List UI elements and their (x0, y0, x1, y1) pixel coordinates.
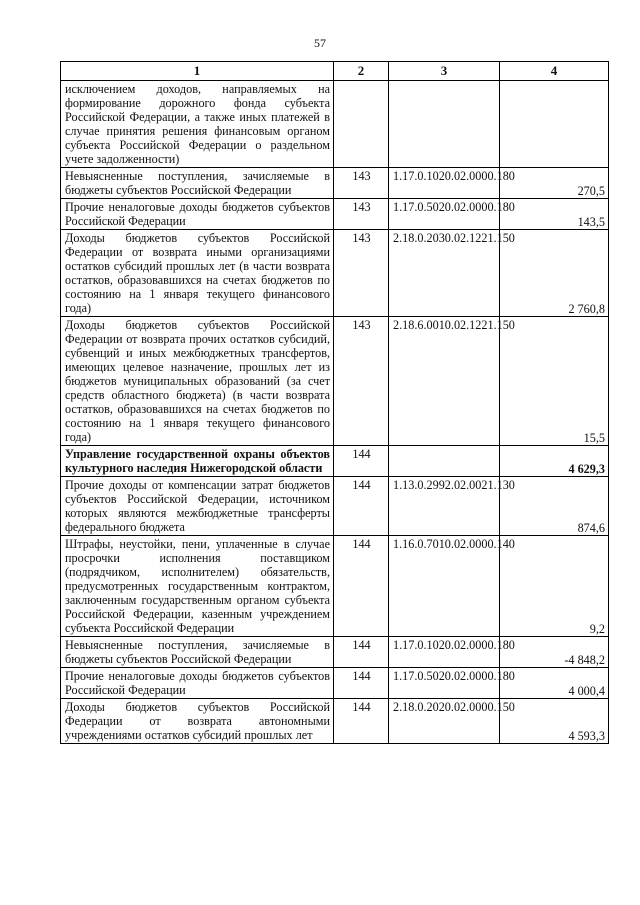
amount-cell: -4 848,2 (500, 637, 609, 668)
admin-code-cell: 143 (334, 168, 389, 199)
revenue-name-cell: Прочие доходы от компенсации затрат бюджетов субъектов Российской Федерации, источником которых являются межбюджетные трансферты федерального бюджета (61, 477, 334, 536)
table-row (61, 317, 609, 446)
table-body (61, 81, 609, 744)
revenue-name-cell: Прочие неналоговые доходы бюджетов субъектов Российской Федерации (61, 668, 334, 699)
budget-code-cell (389, 446, 500, 477)
revenue-name-cell: исключением доходов, направляемых на формирование дорожного фонда субъекта Российской Федерации, а также иных платежей в случае принятия решения финансовым органом субъекта Российской Федерации о раздельном учете задолженности) (61, 81, 334, 168)
table-header-row (61, 62, 609, 81)
budget-code-cell: 2.18.0.2020.02.0000.150 (389, 699, 500, 744)
amount-cell: 270,5 (500, 168, 609, 199)
admin-code-cell: 143 (334, 317, 389, 446)
table-row (61, 536, 609, 637)
admin-code-cell: 144 (334, 699, 389, 744)
table-row (61, 81, 609, 168)
budget-code-cell: 1.17.0.1020.02.0000.180 (389, 168, 500, 199)
budget-code-cell: 1.17.0.1020.02.0000.180 (389, 637, 500, 668)
amount-cell: 4 000,4 (500, 668, 609, 699)
revenue-table (60, 61, 609, 744)
page-number: 57 (314, 36, 326, 50)
amount-cell: 2 760,8 (500, 230, 609, 317)
header-col-1: 1 (61, 62, 334, 81)
admin-code-cell: 144 (334, 668, 389, 699)
table-row (61, 199, 609, 230)
revenue-name-cell: Доходы бюджетов субъектов Российской Федерации от возврата иными организациями остатков субсидий прошлых лет (в части возврата остатков, образовавшихся на счетах бюджетов по состоянию на 1 января текущего финансового года) (61, 230, 334, 317)
admin-code-cell: 144 (334, 446, 389, 477)
amount-cell: 4 593,3 (500, 699, 609, 744)
budget-code-cell: 1.17.0.5020.02.0000.180 (389, 199, 500, 230)
amount-cell: 15,5 (500, 317, 609, 446)
admin-code-cell: 143 (334, 230, 389, 317)
budget-code-cell: 1.17.0.5020.02.0000.180 (389, 668, 500, 699)
budget-code-cell: 1.13.0.2992.02.0021.130 (389, 477, 500, 536)
amount-cell: 9,2 (500, 536, 609, 637)
table-row (61, 446, 609, 477)
table-row (61, 477, 609, 536)
revenue-name-cell: Управление государственной охраны объектов культурного наследия Нижегородской области (61, 446, 334, 477)
revenue-name-cell: Невыясненные поступления, зачисляемые в бюджеты субъектов Российской Федерации (61, 168, 334, 199)
amount-cell: 874,6 (500, 477, 609, 536)
revenue-name-cell: Доходы бюджетов субъектов Российской Федерации от возврата автономными учреждениями остатков субсидий прошлых лет (61, 699, 334, 744)
admin-code-cell: 143 (334, 199, 389, 230)
revenue-name-cell: Прочие неналоговые доходы бюджетов субъектов Российской Федерации (61, 199, 334, 230)
budget-code-cell: 2.18.6.0010.02.1221.150 (389, 317, 500, 446)
revenue-name-cell: Штрафы, неустойки, пени, уплаченные в случае просрочки исполнения поставщиком (подрядчиком, исполнителем) обязательств, предусмотренных государственным контрактом, заключенным государственным органом субъекта Российской Федерации, казенным учреждением субъекта Российской Федерации (61, 536, 334, 637)
amount-cell (500, 81, 609, 168)
table-row (61, 637, 609, 668)
revenue-name-cell: Невыясненные поступления, зачисляемые в бюджеты субъектов Российской Федерации (61, 637, 334, 668)
budget-code-cell (389, 81, 500, 168)
table-row (61, 168, 609, 199)
table-row (61, 699, 609, 744)
admin-code-cell (334, 81, 389, 168)
header-col-2: 2 (334, 62, 389, 81)
revenue-name-cell: Доходы бюджетов субъектов Российской Федерации от возврата прочих остатков субсидий, субвенций и иных межбюджетных трансфертов, имеющих целевое назначение, прошлых лет из бюджетов муниципальных образований (за счет средств областного бюджета) (в части возврата остатков, образовавшихся на счетах бюджетов по состоянию на 1 января текущего финансового года) (61, 317, 334, 446)
admin-code-cell: 144 (334, 477, 389, 536)
admin-code-cell: 144 (334, 536, 389, 637)
budget-code-cell: 2.18.0.2030.02.1221.150 (389, 230, 500, 317)
budget-code-cell: 1.16.0.7010.02.0000.140 (389, 536, 500, 637)
table-row (61, 668, 609, 699)
amount-cell: 4 629,3 (500, 446, 609, 477)
header-col-4: 4 (500, 62, 609, 81)
table-row (61, 230, 609, 317)
header-col-3: 3 (389, 62, 500, 81)
amount-cell: 143,5 (500, 199, 609, 230)
admin-code-cell: 144 (334, 637, 389, 668)
